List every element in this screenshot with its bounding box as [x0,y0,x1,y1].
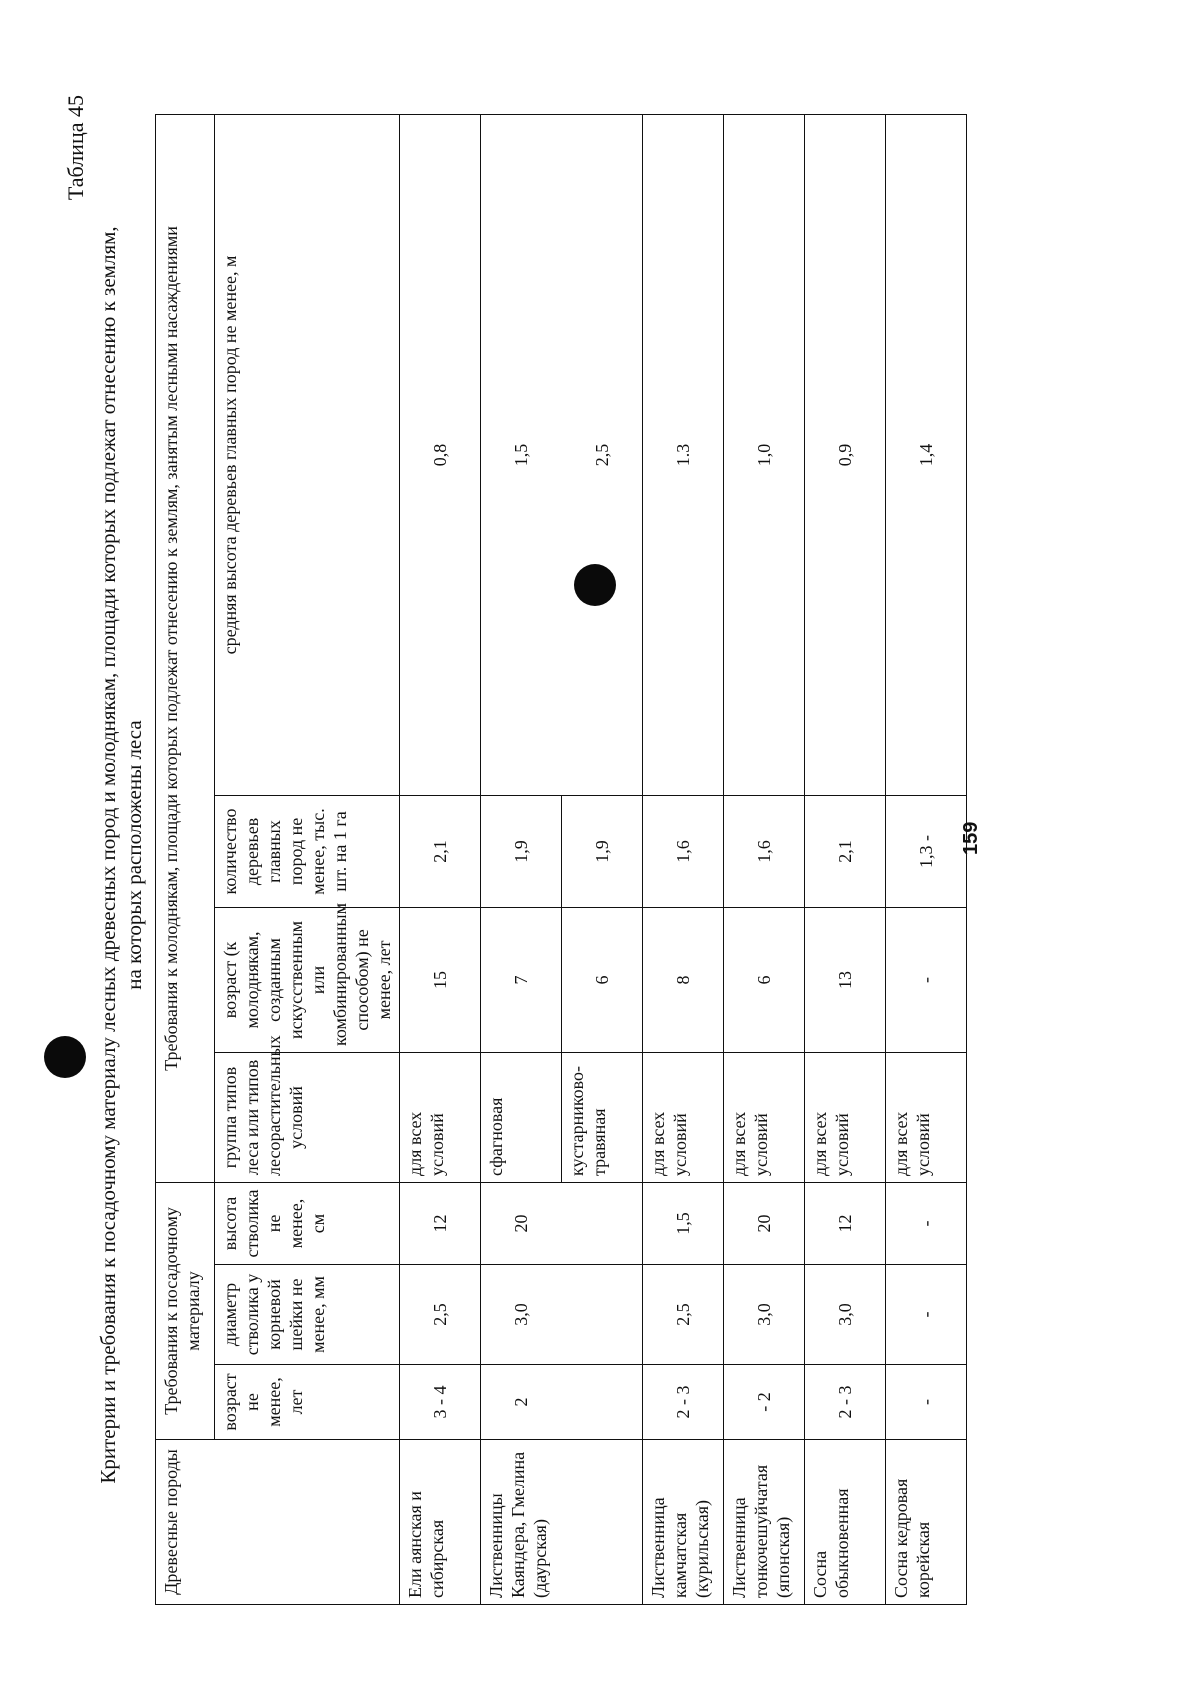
cell-forest-type: для всех условий [886,1052,967,1182]
table-row [481,114,562,1604]
cell-diameter: - [886,1265,967,1365]
cell-species: Ели аянская и сибирская [400,1440,481,1605]
cell-forest-type: для всех условий [643,1052,724,1182]
cell-avg-height: 2,5 [562,114,643,795]
cell-age: 2 - 3 [805,1365,886,1440]
cell-count: 2,1 [805,795,886,907]
table-row [805,114,886,1604]
table-title [95,85,147,1625]
cell-species: Лиственница тонкочешуйчатая (японская) [724,1440,805,1605]
title-line-2: на которых расположены леса [122,720,146,990]
cell-young-age: 15 [400,907,481,1052]
criteria-table [155,114,967,1605]
cell-height: 12 [400,1182,481,1264]
cell-height: 12 [805,1182,886,1264]
header-forest-type: группа типов леса или типов лесорастительных условий [215,1052,400,1182]
cell-species: Лиственницы Каяндера, Гмелина (даурская) [481,1440,643,1605]
cell-count: 1,9 [562,795,643,907]
cell-diameter-empty [562,1265,643,1365]
table-row [886,114,967,1604]
cell-avg-height: 0,9 [805,114,886,795]
title-line-1: Критерии и требования к посадочному материалу лесных древесных пород и молоднякам, площади которых подлежат отнесению к землям, [96,226,120,1484]
cell-avg-height: 1,5 [481,114,562,795]
cell-age: - [886,1365,967,1440]
cell-count: 1,3 - [886,795,967,907]
header-planting-material: Требования к посадочному материалу [156,1182,215,1439]
cell-young-age: 8 [643,907,724,1052]
cell-avg-height: 1,0 [724,114,805,795]
header-age: возраст не менее, лет [215,1365,400,1440]
cell-count: 1,6 [724,795,805,907]
cell-forest-type: для всех условий [400,1052,481,1182]
header-species: Древесные породы [156,1440,400,1605]
header-row-2 [215,114,400,1604]
cell-diameter: 3,0 [805,1265,886,1365]
header-avg-height: средняя высота деревьев главных пород не менее, м [215,114,400,795]
cell-age-empty [562,1365,643,1440]
header-diameter: диаметр стволика у корневой шейки не менее, мм [215,1265,400,1365]
page-number: 159 [960,821,982,855]
cell-forest-type: для всех условий [805,1052,886,1182]
table-row [643,114,724,1604]
table-row [400,114,481,1604]
cell-young-age: 13 [805,907,886,1052]
cell-species: Сосна обыкновенная [805,1440,886,1605]
table-caption: Таблица 45 [63,95,88,201]
cell-forest-type: сфагновая [481,1052,562,1182]
cell-age: 2 - 3 [643,1365,724,1440]
cell-avg-height: 1.3 [643,114,724,795]
cell-height: - [886,1182,967,1264]
cell-age: 3 - 4 [400,1365,481,1440]
cell-age: 2 [481,1365,562,1440]
rotated-page [55,85,1145,1625]
cell-species: Сосна кедровая корейская [886,1440,967,1605]
cell-height: 1,5 [643,1182,724,1264]
cell-diameter: 2,5 [643,1265,724,1365]
cell-count: 1,6 [643,795,724,907]
header-count: количество деревьев главных пород не менее, тыс. шт. на 1 га [215,795,400,907]
cell-count: 1,9 [481,795,562,907]
cell-young-age: 6 [724,907,805,1052]
header-height: высота стволика не менее, см [215,1182,400,1264]
cell-young-age: 7 [481,907,562,1052]
header-young-age: возраст (к молоднякам, созданным искусственным или комбинированным способом) не менее, лет [215,907,400,1052]
cell-young-age: 6 [562,907,643,1052]
cell-height: 20 [724,1182,805,1264]
cell-diameter: 3,0 [724,1265,805,1365]
cell-forest-type: кустарниково-травяная [562,1052,643,1182]
cell-age: - 2 [724,1365,805,1440]
table-row [724,114,805,1604]
cell-forest-type: для всех условий [724,1052,805,1182]
header-young-stands: Требования к молоднякам, площади которых подлежат отнесению к землям, занятым лесными насаждениями [156,114,215,1182]
cell-diameter: 2,5 [400,1265,481,1365]
cell-count: 2,1 [400,795,481,907]
table-row [562,114,643,1604]
cell-height: 20 [481,1182,562,1264]
cell-young-age: - [886,907,967,1052]
cell-avg-height: 1,4 [886,114,967,795]
cell-species: Лиственница камчатская (курильская) [643,1440,724,1605]
cell-height-empty [562,1182,643,1264]
cell-avg-height: 0,8 [400,114,481,795]
cell-diameter: 3,0 [481,1265,562,1365]
header-row-1 [156,114,215,1604]
